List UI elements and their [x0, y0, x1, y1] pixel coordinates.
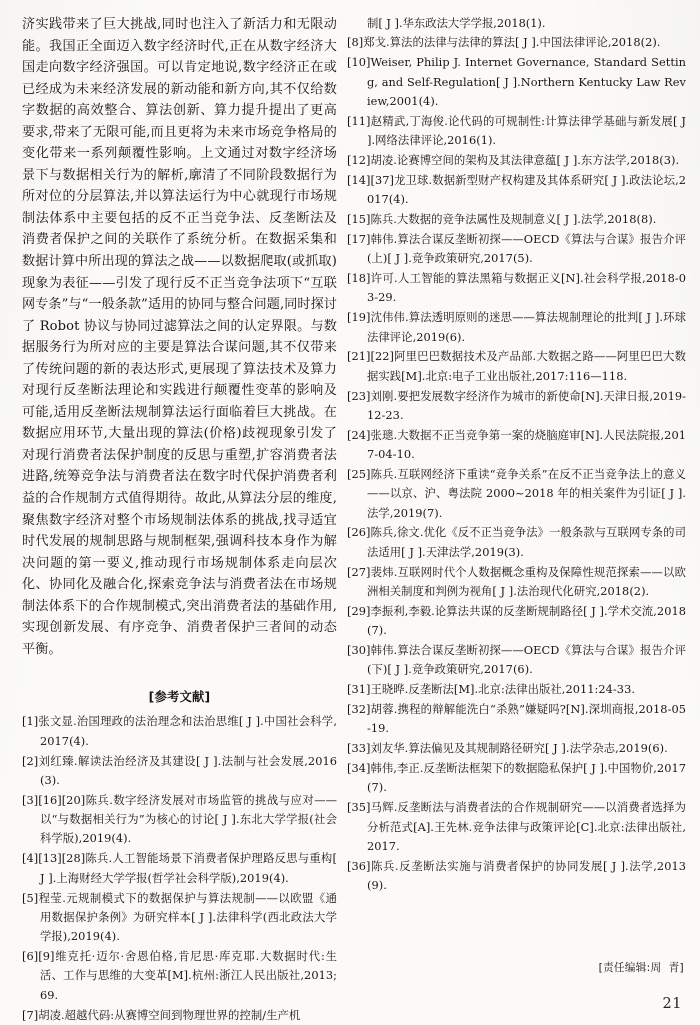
reference-item: [23]刘刚.要把发展数字经济作为城市的新使命[N].天津日报,2019-12-23. — [347, 388, 686, 422]
reference-item: [21][22]阿里巴巴数据技术及产品部.大数据之路——阿里巴巴大数据实践[M].北京:电子工业出版社,2017:116—118. — [347, 349, 686, 383]
reference-item: [7]胡凌.超越代码:从赛博空间到物理世界的控制/生产机 — [22, 1007, 301, 1022]
two-column-layout — [0, 14, 700, 1021]
reference-item: [33]刘友华.算法偏见及其规制路径研究[ J ].法学杂志,2019(6). — [347, 741, 668, 756]
references-heading: [参考文献] — [148, 690, 211, 705]
reference-item: [2]刘红臻.解读法治经济及其建设[ J ].法制与社会发展,2016(3). — [22, 753, 337, 787]
reference-item: [30]韩伟.算法合谋反垄断初探——OECD《算法与合谋》报告介评(下)[ J ].竞争政策研究,2017(6). — [347, 643, 686, 677]
reference-item: [29]李振利,李毅.论算法共谋的反垄断规制路径[ J ].学术交流,2018(7). — [347, 603, 686, 638]
reference-item: [26]陈兵,徐文.优化《反不正当竞争法》一般条款与互联网专条的司法适用[ J ].天津法学,2019(3). — [347, 525, 686, 559]
reference-item: [24]张璁.大数据不正当竞争第一案的烧脑庭审[N].人民法院报,2017-04-10. — [347, 427, 686, 462]
reference-item: [11]赵精武,丁海俊.论代码的可规制性:计算法律学基础与新发展[ J ].网络法律评论,2016(1). — [347, 113, 686, 148]
page-number: 21 — [662, 996, 682, 1012]
reference-item: [8]郑戈.算法的法律与法律的算法[ J ].中国法律评论,2018(2). — [347, 35, 661, 50]
reference-item: [32]胡蓉.携程的辩解能洗白“杀熟”嫌疑吗?[N].深圳商报,2018-05-19. — [347, 702, 686, 736]
conclusion-paragraph: 济实践带来了巨大挑战,同时也注入了新活力和无限动能。我国正全面迈入数字经济时代,正在从数字经济大国走向数字经济强国。可以肯定地说,数字经济正在或已经成为未来经济发展的新动能和新方向,其不仅给数字数据的高效整合、算法创新、算力提升提出了更高要求,带来了无限可能,而且更将为未来市场竞争格局的变化带来一系列颠覆性影响。上文通过对数字经济场景下与数据相关行为的解析,廓清了不同阶段数据行为所对位的分层算法,并以算法运行为中心就现行市场规制法体系中主要包括的反不正当竞争法、反垄断法及消费者保护之间的关联作了系统分析。在数据采集和数据计算中所出现的算法之战——以数据爬取(或抓取)现象为表征——引发了现行反不正当竞争法项下“互联网专条”与“一般条款”适用的协同与整合问题,同时探讨了 Robot 协议与协同过滤算法之间的认定界限。与数据服务行为所对应的主要是算法合谋问题,其不仅带来了传统问题的新的表达形式,更展现了算法技术及算力对现行反垄断法理论和实践进行颠覆性变革的影响及可能,适用反垄断法规制算法运行面临着巨大挑战。在数据应用环节,大量出现的算法(价格)歧视现象引发了对现行消费者法保护制度的反思与重塑,扩容消费者法进路,统筹竞争法与消费者法在数字时代保护消费者利益的合作规制方式值得期待。故此,从算法分层的维度,聚焦数字经济对整个市场规制法体系的挑战,找寻适宜时代发展的规制思路与规制框架,强调科技本身作为解决问题的第一要义,推动现行市场规制体系走向层次化、协同化及融合化,探索竞争法与消费者法在市场规制法体系下的合作规制模式,突出消费者法的基础作用,实现创新发展、有序竞争、消费者保护三者间的动态平衡。 — [22, 17, 337, 657]
responsible-editor-note: [责任编辑:周 青] — [598, 962, 684, 974]
right-column — [345, 14, 700, 1021]
reference-item: [15]陈兵.大数据的竞争法属性及规制意义[ J ].法学,2018(8). — [347, 211, 657, 226]
reference-item: [19]沈伟伟.算法透明原则的迷思——算法规制理论的批判[ J ].环球法律评论,2019(6). — [347, 310, 686, 344]
reference-item: [36]陈兵.反垄断法实施与消费者保护的协同发展[ J ].法学,2013(9). — [347, 858, 686, 893]
references-list-right — [347, 33, 686, 895]
reference-item: [10]Weiser, Philip J. Internet Governance, Standard Setting, and Self-Regulation[ J ].Northern Kentucky Law Review,2001(4). — [347, 55, 686, 108]
reference-item: [3][16][20]陈兵.数字经济发展对市场监管的挑战与应对——以“与数据相关行为”为核心的讨论[ J ].东北大学学报(社会科学版),2019(4). — [22, 792, 337, 846]
reference-item: [34]韩伟,李正.反垄断法框架下的数据隐私保护[ J ].中国物价,2017(7). — [347, 761, 686, 795]
reference-item: [4][13][28]陈兵.人工智能场景下消费者保护理路反思与重构[ J ].上海财经大学学报(哲学社会科学版),2019(4). — [22, 851, 337, 885]
reference-item: [27]裴炜.互联网时代个人数据概念重构及保障性规范探索——以欧洲相关制度和判例为视角[ J ].法治现代化研究,2018(2). — [347, 564, 686, 598]
reference-item: [17]韩伟.算法合谋反垄断初探——OECD《算法与合谋》报告介评(上)[ J ].竞争政策研究,2017(5). — [347, 231, 686, 266]
reference-continuation: 制[ J ].华东政法大学学报,2018(1). — [367, 16, 546, 30]
reference-item: [1]张文显.治国理政的法治理念和法治思维[ J ].中国社会科学,2017(4). — [22, 714, 337, 748]
left-column — [0, 14, 345, 1021]
reference-item: [12]胡凌.论赛博空间的架构及其法律意蕴[ J ].东方法学,2018(3). — [347, 152, 680, 167]
reference-item: [14][37]龙卫球.数据新型财产权构建及其体系研究[ J ].政法论坛,2017(4). — [347, 172, 686, 207]
reference-item: [5]程莹.元规制模式下的数据保护与算法规制——以欧盟《通用数据保护条例》为研究样本[ J ].法律科学(西北政法大学学报),2019(4). — [22, 890, 337, 944]
reference-item: [25]陈兵.互联网经济下重读“竞争关系”在反不正当竞争法上的意义——以京、沪、粤法院 2000~2018 年的相关案件为引证[ J ].法学,2019(7). — [347, 466, 686, 520]
reference-item: [31]王晓晔.反垄断法[M].北京:法律出版社,2011:24-33. — [347, 682, 636, 697]
reference-item: [6][9]维克托·迈尔·舍恩伯格,肯尼思·库克耶.大数据时代:生活、工作与思维的大变革[M].杭州:浙江人民出版社,2013;69. — [22, 949, 337, 1002]
reference-item: [18]许可.人工智能的算法黑箱与数据正义[N].社会科学报,2018-03-29. — [347, 270, 686, 305]
references-list-left — [22, 712, 337, 1025]
reference-item: [35]马辉.反垄断法与消费者法的合作规制研究——以消费者选择为分析范式[A].王先林.竞争法律与政策评论[C].北京:法律出版社,2017. — [347, 800, 686, 853]
